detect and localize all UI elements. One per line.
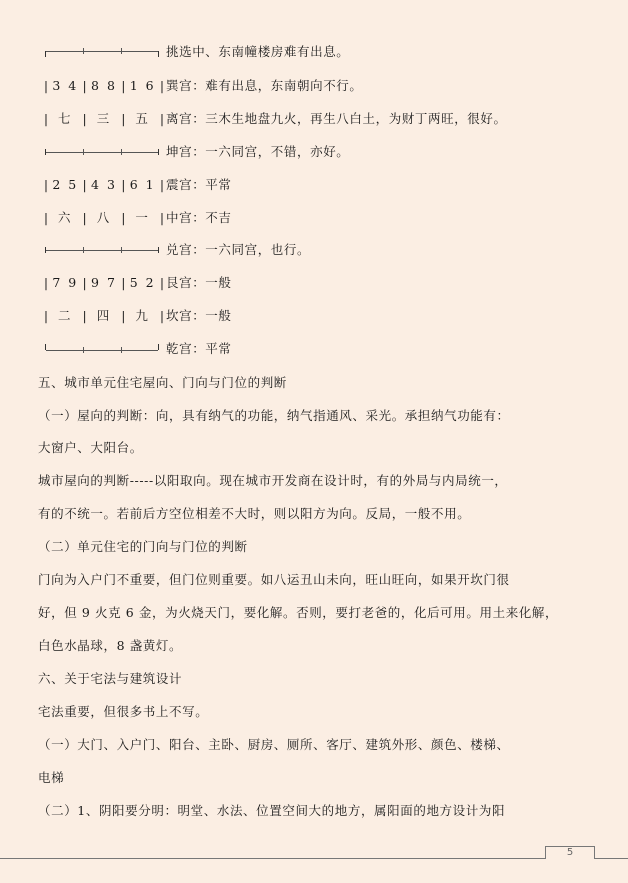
section-heading-5: 五、城市单元住宅屋向、门向与门位的判断 <box>38 375 287 390</box>
grid-cell: 八 <box>96 210 112 225</box>
grid-cell: 2 5 <box>52 177 79 192</box>
grid-cell: 一 <box>135 210 150 225</box>
paragraph-line: 城市屋向的判断-----以阳取向。现在城市开发商在设计时，有的外局与内局统一， <box>38 473 508 488</box>
grid-row-8-text: 艮宫：一般 <box>166 275 232 290</box>
grid-row-9-text: 坎宫：一般 <box>166 308 232 323</box>
grid-middle-rule-1 <box>45 149 159 155</box>
paragraph-line: 大窗户、大阳台。 <box>38 440 143 455</box>
grid-cell: 8 8 <box>91 78 117 93</box>
page-number: 5 <box>566 847 574 858</box>
subsection-heading-1: （一）大门、入户门、阳台、主卧、厨房、厕所、客厅、建筑外形、颜色、楼梯、 <box>38 737 510 752</box>
grid-cell: 六 <box>58 210 73 225</box>
grid-row-1-text: 挑选中、东南幢楼房难有出息。 <box>166 44 350 59</box>
subsection-heading-2: （二）单元住宅的门向与门位的判断 <box>38 539 248 554</box>
grid-row-2-text: 巽宫：难有出息，东南朝向不行。 <box>166 78 363 93</box>
grid-row-7-text: 兑宫：一六同宫，也行。 <box>166 242 311 257</box>
grid-row-3-text: 离宫：三木生地盘九火，再生八白土，为财丁两旺，很好。 <box>166 111 507 126</box>
paragraph-line: 白色水晶球，8 盏黄灯。 <box>38 638 183 653</box>
footer-rule-right <box>594 858 628 859</box>
grid-row-4-text: 坤宫：一六同宫，不错，亦好。 <box>166 144 350 159</box>
grid-cell: 二 <box>58 308 73 323</box>
grid-cell: 6 1 <box>129 177 156 192</box>
paragraph-line: 电梯 <box>38 770 65 785</box>
paragraph-line: 宅法重要，但很多书上不写。 <box>38 704 209 719</box>
grid-cell: 四 <box>96 308 112 323</box>
grid-cell: 七 <box>58 111 73 126</box>
grid-cell: 五 <box>135 111 150 126</box>
grid-row-5-text: 震宫：平常 <box>166 177 232 192</box>
grid-cell: 7 9 <box>52 275 79 290</box>
grid-cell: 5 2 <box>129 275 156 290</box>
subsection-heading-1: （一）屋向的判断：向，具有纳气的功能，纳气指通风、采光。承担纳气功能有： <box>38 408 510 423</box>
grid-top-rule <box>45 51 159 57</box>
grid-row-2-cells: | 3 4 | 8 8 | 1 6 | <box>43 78 165 93</box>
grid-row-3-cells: | 七 | 三 | 五 | <box>43 111 165 126</box>
grid-row-8-cells: | 7 9 | 9 7 | 5 2 | <box>43 275 165 290</box>
grid-cell: 1 6 <box>129 78 156 93</box>
paragraph-line: 好，但 9 火克 6 金，为火烧天门，要化解。否则，要打老爸的，化后可用。用土来化解， <box>38 605 559 620</box>
paragraph-line: 有的不统一。若前后方空位相差不大时，则以阳方为向。反局，一般不用。 <box>38 506 471 521</box>
paragraph-line: 门向为入户门不重要，但门位则重要。如八运丑山未向，旺山旺向，如果开坎门很 <box>38 572 510 587</box>
footer-rule <box>0 858 545 859</box>
grid-cell: 九 <box>135 308 150 323</box>
grid-cell: 9 7 <box>91 275 117 290</box>
grid-cell: 三 <box>96 111 112 126</box>
grid-cell: 3 4 <box>52 78 79 93</box>
grid-middle-rule-2 <box>45 247 159 253</box>
grid-cell: 4 3 <box>91 177 117 192</box>
grid-row-10-text: 乾宫：平常 <box>166 341 232 356</box>
grid-bottom-rule <box>45 344 159 350</box>
grid-row-9-cells: | 二 | 四 | 九 | <box>43 308 165 323</box>
subsection-heading-2: （二）1、阴阳要分明：明堂、水法、位置空间大的地方，属阳面的地方设计为阳 <box>38 803 506 818</box>
grid-row-6-cells: | 六 | 八 | 一 | <box>43 210 165 225</box>
grid-row-6-text: 中宫：不吉 <box>166 210 232 225</box>
section-heading-6: 六、关于宅法与建筑设计 <box>38 671 183 686</box>
grid-row-5-cells: | 2 5 | 4 3 | 6 1 | <box>43 177 165 192</box>
